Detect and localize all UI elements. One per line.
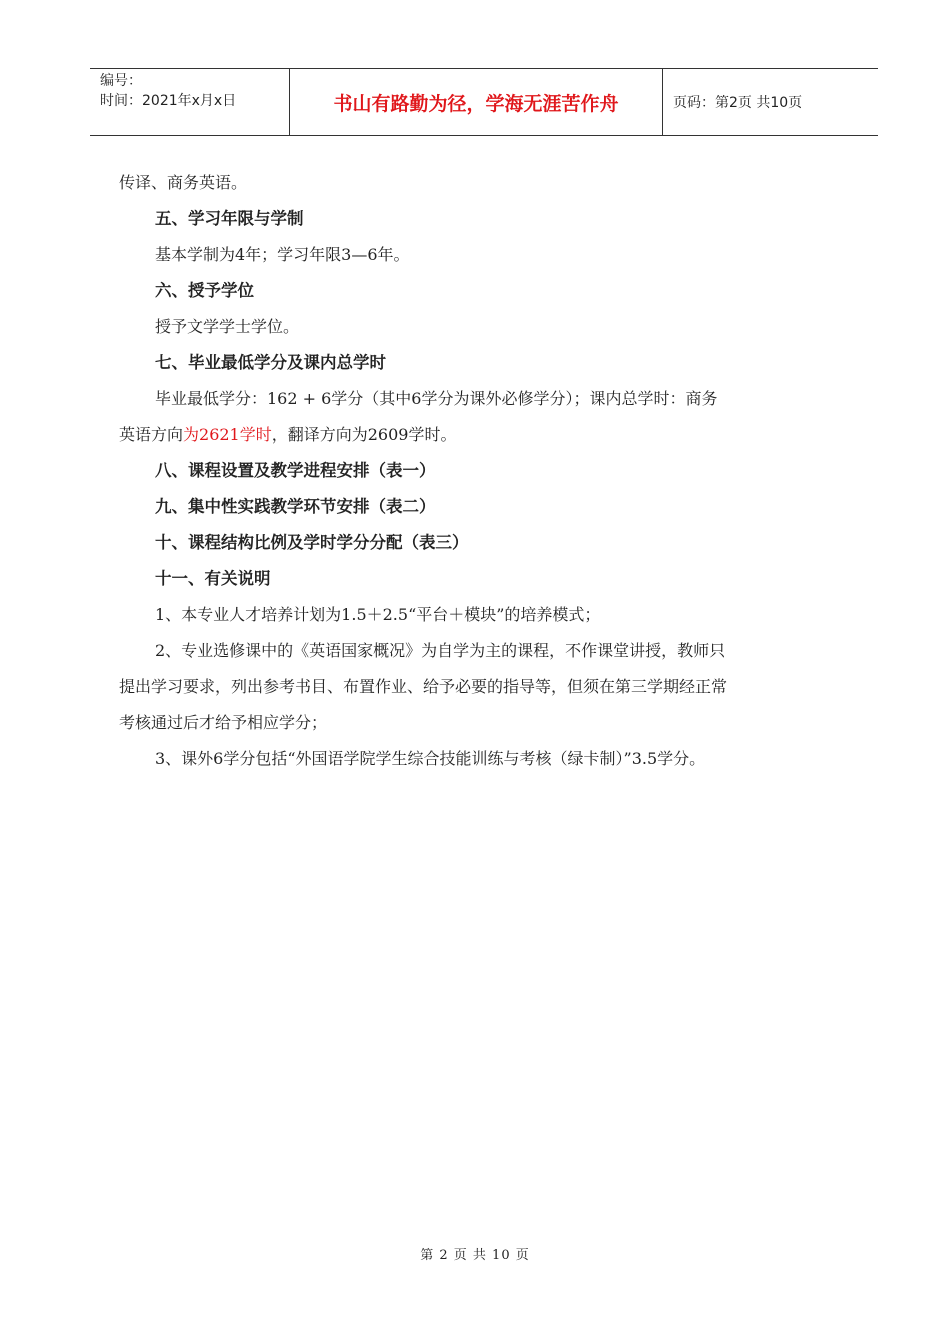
header-page-info: 页码：第2页 共10页 [673,95,803,111]
note-1: 1、本专业人才培养计划为1.5＋2.5“平台＋模块”的培养模式； [155,605,601,624]
header-meta [90,69,290,135]
note-2-line3: 考核通过后才给予相应学分； [119,713,328,732]
note-2-line1: 2、专业选修课中的《英语国家概况》为自学为主的课程，不作课堂讲授，教师只 [155,641,726,660]
paragraph-credits-line1: 毕业最低学分：162 + 6学分（其中6学分为课外必修学分）；课内总学时：商务 [155,389,718,408]
paragraph-credits-line2 [119,417,844,453]
document-time: 时间：2021年x月x日 [100,93,237,109]
credits-highlight: 为2621学时 [183,425,272,444]
page-footer: 第 2 页 共 10 页 [420,1248,530,1263]
paragraph-degree: 授予文学学士学位。 [155,317,300,336]
note-2-line2: 提出学习要求，列出参考书目、布置作业、给予必要的指导等，但须在第三学期经正常 [119,677,728,696]
header-motto: 书山有路勤为径，学海无涯苦作舟 [290,69,663,135]
paragraph-continuation: 传译、商务英语。 [119,173,248,192]
note-3: 3、课外6学分包括“外国语学院学生综合技能训练与考核（绿卡制）”3.5学分。 [155,749,706,768]
section-heading-8: 八、课程设置及教学进程安排（表一） [155,461,436,480]
section-heading-9: 九、集中性实践教学环节安排（表二） [155,497,436,516]
section-heading-5: 五、学习年限与学制 [155,209,304,228]
paragraph-study-years: 基本学制为4年；学习年限3—6年。 [155,245,410,264]
document-number-label: 编号： [100,73,142,89]
document-body [119,165,844,777]
page-header [90,68,878,136]
section-heading-6: 六、授予学位 [155,281,254,300]
credits-text-b: ，翻译方向为2609学时。 [271,425,457,444]
section-heading-7: 七、毕业最低学分及课内总学时 [155,353,386,372]
section-heading-10: 十、课程结构比例及学时学分分配（表三） [155,533,469,552]
credits-text-a: 英语方向 [119,425,184,444]
section-heading-11: 十一、有关说明 [155,569,271,588]
